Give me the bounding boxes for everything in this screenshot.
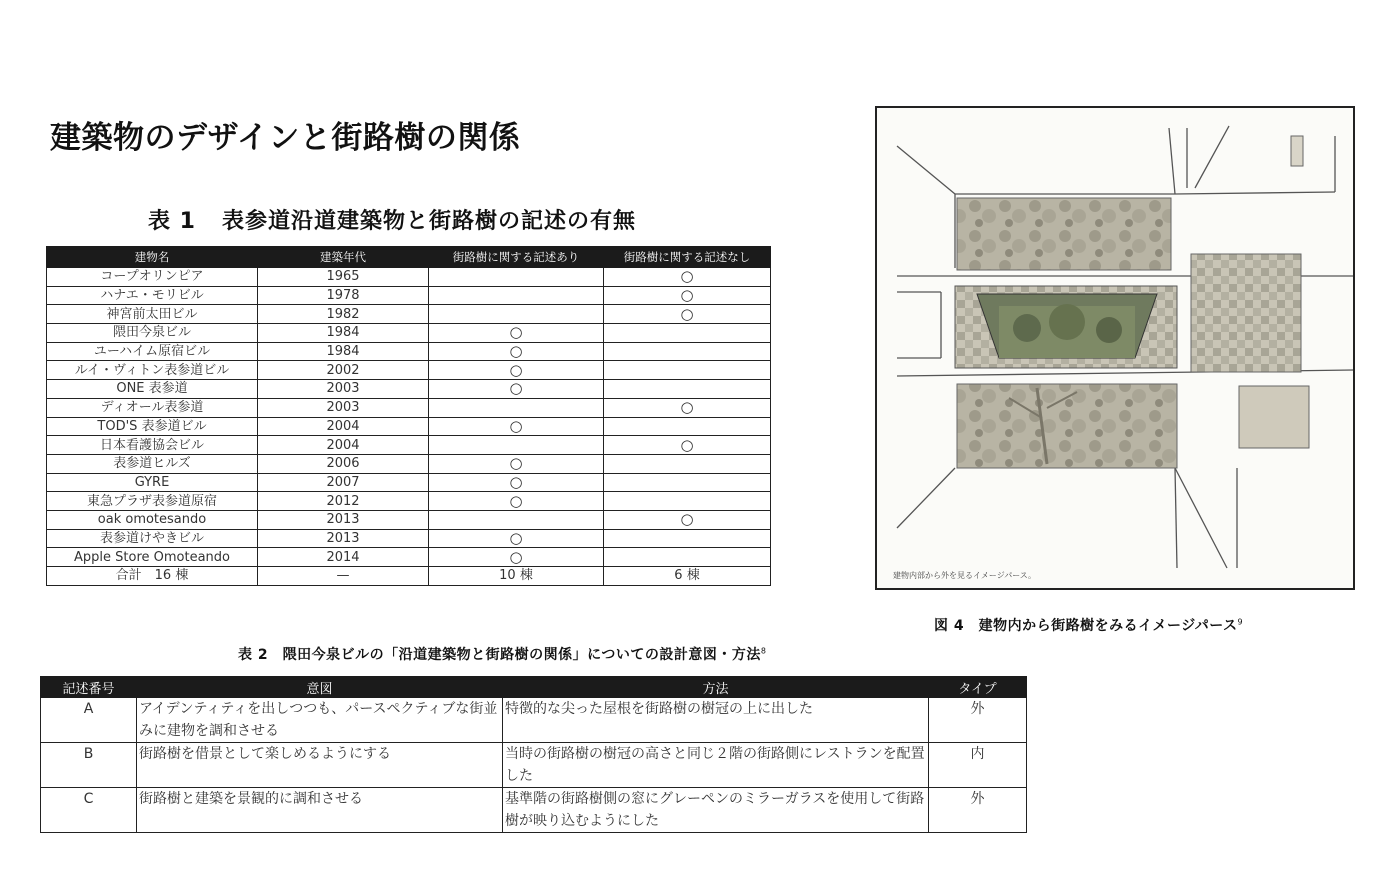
table1-cell-name: Apple Store Omoteando [47,548,258,567]
table1-cell-yes [429,510,604,529]
table1-row [47,473,771,492]
table1-total-no: 6 棟 [604,567,771,586]
table1-cell-yes: ○ [429,342,604,361]
table1-row [47,492,771,511]
table1-cell-year: 2003 [258,380,429,399]
table2-caption-text: 表 2 隈田今泉ビルの「沿道建築物と街路樹の関係」についての設計意図・方法 [238,647,761,663]
table2-caption [238,644,766,664]
page-title: 建築物のデザインと街路樹の関係 [50,120,521,156]
table1-cell-no: ○ [604,286,771,305]
table1-cell-yes [429,286,604,305]
table1-cell-yes: ○ [429,324,604,343]
table1-caption-text: 表参道沿道建築物と街路樹の記述の有無 [221,209,636,234]
table2-cell-method: 当時の街路樹の樹冠の高さと同じ２階の街路側にレストランを配置した [503,743,929,788]
table1-cell-year: 2002 [258,361,429,380]
table1-total-row [47,567,771,586]
table1-cell-no [604,548,771,567]
table1-cell-year: 2014 [258,548,429,567]
figure-caption [934,615,1243,635]
table1 [46,246,771,586]
table2-header-type: タイプ [929,677,1027,698]
table1-cell-no [604,342,771,361]
table1-header-yes: 街路樹に関する記述あり [429,247,604,268]
table1-cell-name: ONE 表参道 [47,380,258,399]
table1-cell-no [604,361,771,380]
table1-cell-no [604,324,771,343]
table1-cell-yes: ○ [429,529,604,548]
table2-header-method: 方法 [503,677,929,698]
table2-cell-id: A [41,698,137,743]
table1-row [47,342,771,361]
table2-cell-method: 特徴的な尖った屋根を街路樹の樹冠の上に出した [503,698,929,743]
table1-cell-yes: ○ [429,548,604,567]
perspective-drawing [877,108,1353,588]
table1-cell-no: ○ [604,398,771,417]
table1-cell-name: ルイ・ヴィトン表参道ビル [47,361,258,380]
table1-cell-year: 1978 [258,286,429,305]
table2-cell-type: 外 [929,698,1027,743]
table1-cell-yes [429,305,604,324]
table1-cell-year: 1982 [258,305,429,324]
table1-cell-yes: ○ [429,361,604,380]
table1-cell-name: ユーハイム原宿ビル [47,342,258,361]
table1-row [47,380,771,399]
table2-cell-intent: 街路樹を借景として楽しめるようにする [137,743,503,788]
table2 [40,676,1027,833]
table1-cell-year: 1965 [258,268,429,287]
table1-cell-yes [429,436,604,455]
table2-header-intent: 意図 [137,677,503,698]
table1-cell-yes: ○ [429,492,604,511]
table2-row [41,698,1027,743]
table2-header-id: 記述番号 [41,677,137,698]
table1-cell-no: ○ [604,268,771,287]
table1-cell-year: 1984 [258,342,429,361]
table1-cell-name: 日本看護協会ビル [47,436,258,455]
table1-cell-yes: ○ [429,380,604,399]
table1-row [47,529,771,548]
table1-cell-year: 2003 [258,398,429,417]
table1-cell-yes: ○ [429,417,604,436]
table1-cell-name: 神宮前太田ビル [47,305,258,324]
table1-row [47,436,771,455]
table1-cell-year: 2007 [258,473,429,492]
table1-cell-no: ○ [604,510,771,529]
table2-row [41,788,1027,833]
table1-cell-name: oak omotesando [47,510,258,529]
table1-cell-no [604,473,771,492]
table1-cell-name: 表参道けやきビル [47,529,258,548]
table2-caption-ref: 8 [760,646,767,656]
table1-cell-no: ○ [604,436,771,455]
table1-cell-name: 隈田今泉ビル [47,324,258,343]
table1-row [47,305,771,324]
table1-total-year: — [258,567,429,586]
table1-caption-number: 表 1 [148,209,196,234]
table1-cell-year: 2013 [258,529,429,548]
table1-cell-year: 2004 [258,436,429,455]
table2-cell-id: B [41,743,137,788]
table1-cell-name: TOD'S 表参道ビル [47,417,258,436]
table1-cell-no [604,417,771,436]
table1-header-no: 街路樹に関する記述なし [604,247,771,268]
table1-header-name: 建物名 [47,247,258,268]
table1-row [47,548,771,567]
table2-cell-intent: アイデンティティを出しつつも、パースペクティブな街並みに建物を調和させる [137,698,503,743]
table1-cell-no [604,492,771,511]
table1-row [47,286,771,305]
table1-total-yes: 10 棟 [429,567,604,586]
table1-cell-yes: ○ [429,473,604,492]
table1-cell-no: ○ [604,305,771,324]
table1-row [47,454,771,473]
table2-cell-type: 外 [929,788,1027,833]
table2-cell-method: 基準階の街路樹側の窓にグレーペンのミラーガラスを使用して街路樹が映り込むようにした [503,788,929,833]
figure-caption-text: 図 4 建物内から街路樹をみるイメージパース [934,618,1238,634]
table1-row [47,398,771,417]
table1-cell-yes [429,398,604,417]
table1-cell-yes: ○ [429,454,604,473]
table2-cell-intent: 街路樹と建築を景観的に調和させる [137,788,503,833]
table2-cell-id: C [41,788,137,833]
table1-cell-name: GYRE [47,473,258,492]
table1-cell-no [604,380,771,399]
table1-row [47,324,771,343]
table1-cell-name: コープオリンピア [47,268,258,287]
figure-note: 建物内部から外を見るイメージパース。 [893,571,1037,580]
table1-cell-year: 2004 [258,417,429,436]
perspective-figure [875,106,1355,590]
table1-cell-no [604,454,771,473]
table1-row [47,510,771,529]
figure-caption-ref: 9 [1237,617,1244,627]
table1-row [47,361,771,380]
table1-header-year: 建築年代 [258,247,429,268]
table1-cell-year: 2012 [258,492,429,511]
table1-cell-yes [429,268,604,287]
table1-total-label: 合計 16 棟 [47,567,258,586]
table1-cell-name: 表参道ヒルズ [47,454,258,473]
table2-header-row [41,677,1027,698]
table1-cell-year: 1984 [258,324,429,343]
table1-cell-name: ハナエ・モリビル [47,286,258,305]
table1-cell-no [604,529,771,548]
table1-cell-name: 東急プラザ表参道原宿 [47,492,258,511]
table1-cell-name: ディオール表参道 [47,398,258,417]
table1-row [47,268,771,287]
table2-row [41,743,1027,788]
table1-row [47,417,771,436]
table1-caption [148,204,636,235]
table1-cell-year: 2006 [258,454,429,473]
table1-header-row [47,247,771,268]
table1-cell-year: 2013 [258,510,429,529]
table2-cell-type: 内 [929,743,1027,788]
